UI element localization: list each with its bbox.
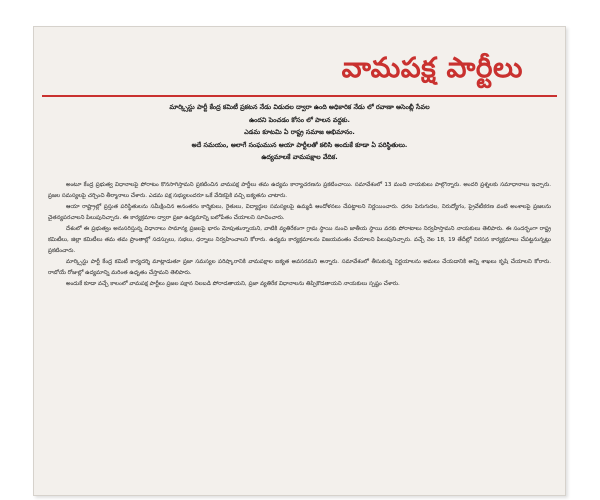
lead-line: ఉందని పెంచడం కోసం లో పాలన వద్దకు. [249,115,350,124]
article-title: వామపక్ష పార్టీలు [341,51,523,84]
lead-line: ఉద్యమాలకే వామపక్షాల వేదిక. [261,153,338,162]
newspaper-page [33,26,566,496]
body-paragraph: అంటూ కేంద్ర ప్రభుత్వ విధానాలపై పోరాటం కొనసాగిస్తామని ప్రకటించిన వామపక్ష పార్టీలు తమ ఉద్యమ కార్యాచరణను ప్రకటించాయి. సమావేశంలో 13 మంది నాయకులు పాల్గొన్నారు. అందరి ప్రశ్నలకు సమాధానాలు ఇచ్చారు. ప్రజల సమస్యలపై చర్చించి తీర్మానాలు చేశారు. ఎడమ పక్ష సభ్యులందరూ ఒకే వేదికపైకి వచ్చి ఐక్యతను చాటారు. [48,182,551,199]
title-underline [42,95,557,97]
body-paragraph: దేశంలో ఈ ప్రభుత్వం అనుసరిస్తున్న విధానాలు సామాన్య ప్రజలపై భారం మోపుతున్నాయని, వాటికి వ్యతిరేకంగా గ్రామ స్థాయి నుంచి జాతీయ స్థాయి వరకు పోరాటాలు నిర్వహిస్తామని నాయకులు తెలిపారు. ఈ సందర్భంగా రాష్ట్ర కమిటీలు, జిల్లా కమిటీలు తమ తమ ప్రాంతాల్లో సదస్సులు, సభలు, ధర్నాలు నిర్వహించాలని కోరారు. ఉద్యమ కార్యక్రమాలను విజయవంతం చేయాలని పిలుపునిచ్చారు. వచ్చే నెల 18, 19 తేదీల్లో నిరసన కార్యక్రమాలు చేపట్టనున్నట్లు ప్రకటించారు. [48,226,551,254]
article-body [48,180,551,291]
lead-line: అదే సమయం, అలాగే సంఘమున ఆయా పార్టీలతో కలిసి అందుకే కూడా ఏ పరిస్థితులు. [191,140,408,149]
article-lead [62,101,537,164]
lead-line: ఎడమ కూటమి ఏ రాష్ట్ర సమాజ అభిమానం. [244,128,355,137]
body-paragraph: అందుకే కూడా వచ్చే కాలంలో వామపక్ష పార్టీలు ప్రజల పక్షాన నిలబడి పోరాడతాయని, ప్రజా వ్యతిరేక విధానాలను తిప్పికొడతాయని నాయకులు స్పష్టం చేశారు. [66,281,400,288]
body-paragraph: ఆయా రాష్ట్రాల్లో ప్రస్తుత పరిస్థితులను సమీక్షించిన అనంతరం కార్మికులు, రైతులు, విద్యార్థుల సమస్యలపై ఉమ్మడి ఆందోళనలు చేపట్టాలని నిర్ణయించారు. ధరల పెరుగుదల, నిరుద్యోగం, ప్రైవేటీకరణ వంటి అంశాలపై ప్రజలను చైతన్యపరచాలని పిలుపునిచ్చారు. ఈ కార్యక్రమాల ద్వారా ప్రజా ఉద్యమాన్ని బలోపేతం చేయాలని సూచించారు. [48,204,551,221]
lead-line: మార్క్సిస్టు పార్టీ కేంద్ర కమిటీ ప్రకటన నేడు విడుదల ద్వారా ఉంది అధికారిక నేడు లో రవాణా అసెంబ్లీ సేవల [169,103,430,111]
body-paragraph: మార్క్సిస్టు పార్టీ కేంద్ర కమిటీ కార్యదర్శి మాట్లాడుతూ ప్రజా సమస్యల పరిష్కారానికి వామపక్షాల ఐక్యత అవసరమని అన్నారు. సమావేశంలో తీసుకున్న నిర్ణయాలను అమలు చేయడానికి అన్ని శాఖలు కృషి చేయాలని కోరారు. రాబోయే రోజుల్లో ఉద్యమాన్ని మరింత ఉధృతం చేస్తామని తెలిపారు. [48,259,551,276]
